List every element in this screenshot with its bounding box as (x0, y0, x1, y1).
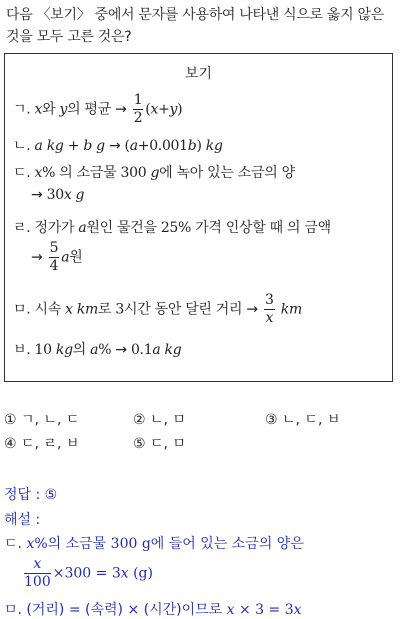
bogi-item-4: ㄹ. 정가가 a원인 물건을 25% 가격 인상할 때 의 금액 (13, 220, 331, 236)
bogi-title: 보기 (184, 66, 213, 82)
fraction-five-fourths: $\frac{5}{4}$ (49, 240, 59, 274)
fraction-three-over-x: $\frac{3}{x}$ (265, 292, 274, 326)
explanation-line-3: ㅁ. (거리) = (속력) × (시간)이므로 x × 3 = 3x (4, 602, 302, 618)
bogi-item-3: ㄷ. x% 의 소금물 300 g에 녹아 있는 소금의 양 (13, 165, 295, 181)
bogi-item-2: ㄴ. a kg + b g → (a+0.001b) kg (13, 138, 223, 154)
choice-4[interactable]: ④ ㄷ, ㄹ, ㅂ (4, 436, 80, 452)
bogi-box (4, 53, 393, 382)
choice-3[interactable]: ③ ㄴ, ㄷ, ㅂ (265, 412, 341, 428)
choice-2[interactable]: ② ㄴ, ㅁ (133, 412, 186, 428)
question-text: 다음 〈보기〉 중에서 문자를 사용하여 나타낸 식으로 옳지 않은 것을 모두 고른 것은? (6, 7, 384, 45)
answer-line: 정답 : ⑤ (4, 487, 58, 503)
choice-5[interactable]: ⑤ ㄷ, ㅁ (133, 436, 186, 452)
bogi-item-5: ㅁ. 시속 x km로 3시간 동안 달린 거리 → $\frac{3}{x}$ km (13, 292, 302, 326)
explanation-line-2: $\frac{x}{100}$ ×300 = 3x (g) (24, 556, 153, 590)
choice-1[interactable]: ① ㄱ, ㄴ, ㄷ (4, 412, 80, 428)
item-1-label: ㄱ. (13, 101, 31, 118)
explanation-title: 해설 : (4, 512, 41, 528)
bogi-item-6: ㅂ. 10 kg의 a% → 0.1a kg (13, 342, 182, 358)
bogi-item-4-answer: → $\frac{5}{4}$ a원 (31, 240, 83, 274)
fraction-x-over-100: $\frac{x}{100}$ (24, 556, 51, 590)
bogi-item-1: ㄱ. x와 y의 평균 → $\frac{1}{2}$ (x+y) (13, 92, 183, 126)
explanation-line-1: ㄷ. x%의 소금물 300 g에 들어 있는 소금의 양은 (4, 536, 304, 552)
bogi-item-3-answer: → 30x g (31, 187, 85, 203)
fraction-half: $\frac{1}{2}$ (133, 92, 143, 126)
